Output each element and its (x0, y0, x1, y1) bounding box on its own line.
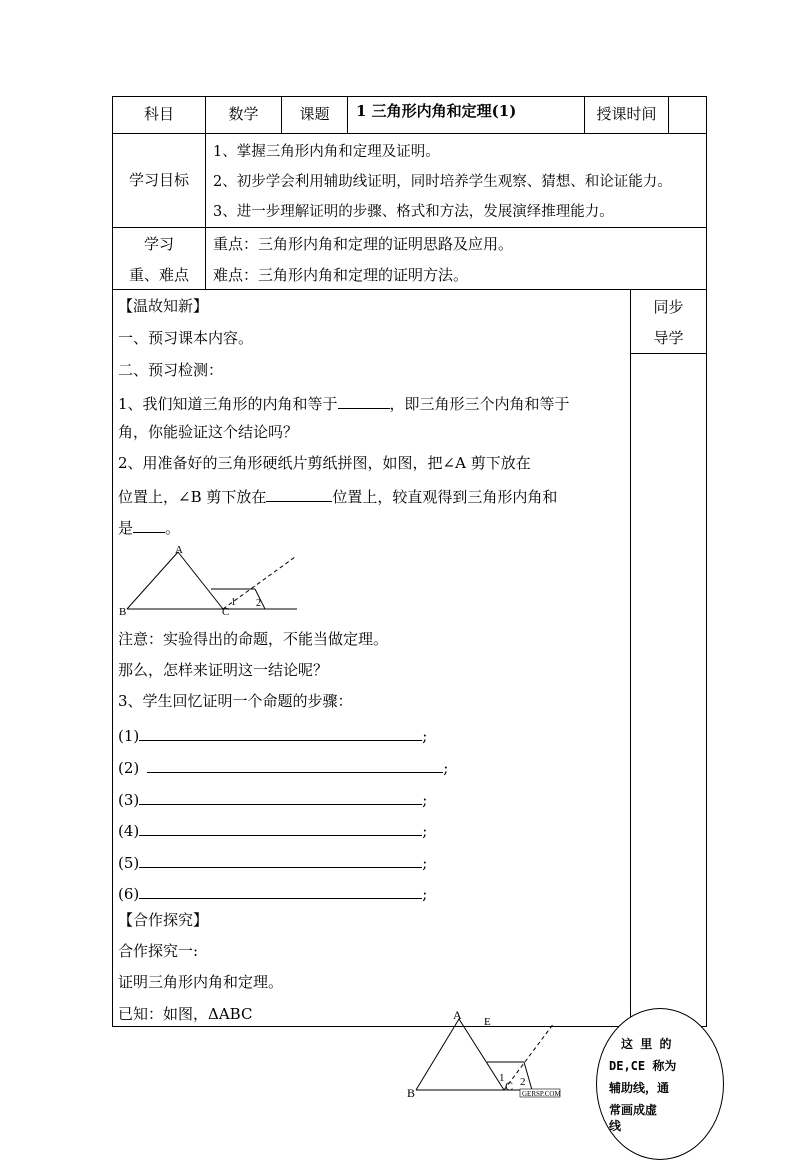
answer-blank[interactable] (266, 487, 332, 502)
review-heading: 【温故知新】 (118, 297, 209, 315)
triangle-figure-2 (404, 1005, 569, 1100)
cooperate-given: 已知：如图，ΔABC (118, 1005, 253, 1023)
callout-line: 辅助线，通 (609, 1081, 670, 1095)
time-label: 授课时间 (596, 105, 657, 123)
question-text: 那么，怎样来证明这一结论呢？ (118, 661, 329, 679)
angle-1-label: 1 (499, 1072, 505, 1084)
vertex-c-label: C (505, 1079, 514, 1093)
vertex-b-label: B (407, 1086, 416, 1100)
subject-label: 科目 (143, 105, 174, 123)
vertex-e-label: E (484, 1016, 491, 1028)
answer-blank[interactable] (139, 884, 422, 899)
question-1-cont: 角，你能验证这个结论吗？ (118, 423, 299, 441)
answer-blank[interactable] (139, 853, 422, 868)
answer-blank[interactable] (139, 726, 422, 741)
review-item-1: 一、预习课本内容。 (118, 329, 254, 347)
angle-2-label: 2 (256, 598, 261, 609)
topic-label: 课题 (299, 105, 330, 123)
vertex-a-label: A (175, 544, 183, 556)
important-point: 重点：三角形内角和定理的证明思路及应用。 (213, 235, 514, 253)
step-line: (2) ; (118, 759, 449, 777)
question-3: 3、学生回忆证明一个命题的步骤： (118, 692, 353, 710)
objective-item: 1、掌握三角形内角和定理及证明。 (213, 144, 440, 160)
keypoints-label-line2: 重、难点 (128, 266, 189, 284)
callout-line: DE,CE 称为 (609, 1059, 677, 1073)
side-label-line1: 同步 (653, 298, 684, 316)
step-line: (5) ; (118, 854, 428, 872)
objective-item: 3、进一步理解证明的步骤、格式和方法，发展演绎推理能力。 (213, 204, 614, 220)
watermark-text: GERSP.COM (522, 1090, 561, 1098)
callout-line: 线 (609, 1119, 622, 1133)
question-1: 1、我们知道三角形的内角和等于 ，即三角形三个内角和等于 (118, 395, 570, 413)
step-line: (6) ; (118, 885, 428, 903)
step-line: (4) ; (118, 822, 428, 840)
callout-line: 这 里 的 (621, 1037, 672, 1051)
answer-blank[interactable] (133, 518, 165, 533)
triangle-figure-1 (115, 540, 305, 616)
cooperate-task: 证明三角形内角和定理。 (118, 973, 284, 991)
topic-value: 1 三角形内角和定理(1) (356, 102, 517, 120)
answer-blank[interactable] (139, 821, 422, 836)
note-text: 注意：实验得出的命题，不能当做定理。 (118, 630, 389, 648)
difficult-point: 难点：三角形内角和定理的证明方法。 (213, 266, 469, 284)
keypoints-label-line1: 学习 (143, 235, 174, 253)
question-2: 2、用准备好的三角形硬纸片剪纸拼图，如图，把∠A 剪下放在 (118, 454, 531, 472)
vertex-a-label: A (453, 1008, 462, 1022)
cooperate-heading: 【合作探究】 (118, 911, 209, 929)
vertex-c-label: C (222, 606, 230, 616)
callout-line: 常画成虚 (609, 1103, 658, 1117)
subject-value: 数学 (228, 105, 259, 123)
side-label-line2: 导学 (653, 329, 684, 347)
vertex-b-label: B (119, 606, 127, 616)
answer-blank[interactable] (147, 758, 443, 773)
step-line: (1) ; (118, 727, 428, 745)
question-2-cont: 位置上，∠B 剪下放在 位置上，较直观得到三角形内角和 (118, 488, 558, 506)
angle-1-label: 1 (231, 597, 236, 608)
objectives-label: 学习目标 (128, 171, 189, 189)
callout-bubble (596, 1008, 724, 1160)
review-item-2: 二、预习检测： (118, 361, 224, 379)
angle-2-label: 2 (520, 1076, 526, 1088)
answer-blank[interactable] (338, 394, 390, 409)
question-2-end: 是 。 (118, 519, 181, 537)
step-line: (3) ; (118, 791, 428, 809)
cooperate-sub: 合作探究一: (118, 942, 199, 960)
answer-blank[interactable] (139, 790, 422, 805)
objective-item: 2、初步学会利用辅助线证明，同时培养学生观察、猜想、和论证能力。 (213, 174, 672, 190)
